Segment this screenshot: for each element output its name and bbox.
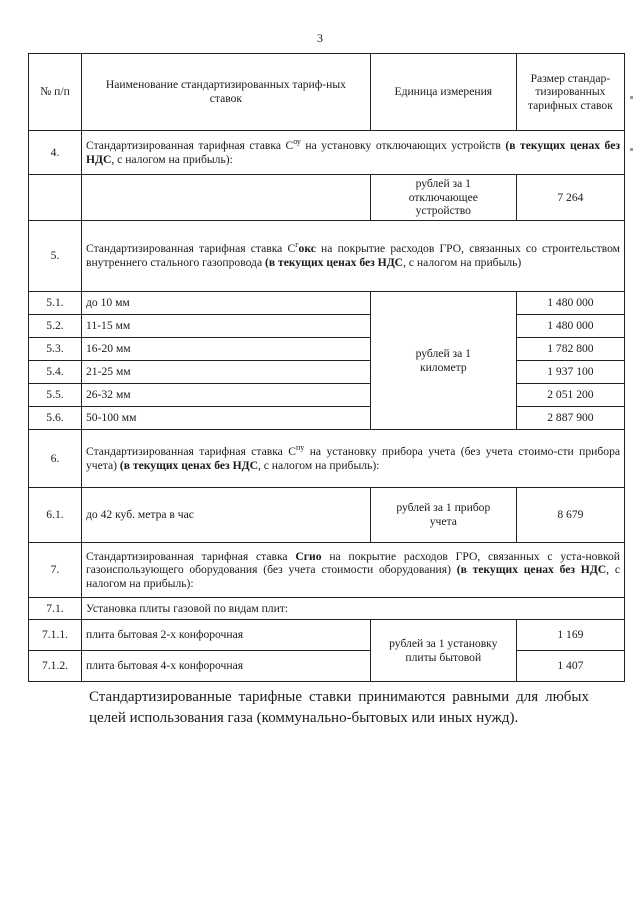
footer-note: Стандартизированные тарифные ставки принимаются равными для любых целей использования газа (коммунально-бытовых или иных нужд). — [89, 689, 589, 726]
row-4-title — [29, 131, 625, 175]
row-num: 6. — [29, 430, 82, 488]
row-7-title — [29, 543, 625, 598]
row-6-title — [29, 430, 625, 488]
table-row: 7.1.1. плита бытовая 2-х конфорочная рублей за 1 установку плиты бытовой 1 169 — [29, 620, 625, 651]
unit-cell: рублей за 1 отключающее устройство — [370, 175, 516, 221]
row-4-values — [29, 175, 625, 221]
table-row: 5.1. до 10 мм рублей за 1 километр 1 480 000 — [29, 292, 625, 315]
header-size: Размер стандар-тизированных тарифных ставок — [516, 54, 624, 131]
row-num: 7. — [29, 543, 82, 598]
row-4-description: Стандартизированная тарифная ставка $C^{оу}$ на установку отключающих устройств (в текущих ценах без НДС, с налогом на прибыль): — [82, 131, 625, 175]
value-cell: 7 264 — [516, 175, 624, 221]
row-6-description: Стандартизированная тарифная ставка $C^{пу}$ на установку прибора учета (без учета стоимо-сти прибора учета) (в текущих ценах без НДС, с налогом на прибыль): — [82, 430, 625, 488]
table-row: 5.5. 26-32 мм 2 051 200 — [29, 384, 625, 407]
header-name: Наименование стандартизированных тариф-ных ставок — [82, 54, 371, 131]
table-row: 6.1. до 42 куб. метра в час рублей за 1 прибор учета 8 679 — [29, 488, 625, 543]
row-5-description: Стандартизированная тарифная ставка $C^гокс$ на покрытие расходов ГРО, связанных со строительством внутреннего стального газопровода (в текущих ценах без НДС, с налогом на прибыль) — [82, 221, 625, 292]
table-row: 5.6. 50-100 мм 2 887 900 — [29, 407, 625, 430]
table-row: 7.1.2. плита бытовая 4-х конфорочная 1 407 — [29, 651, 625, 682]
value-cell: 8 679 — [516, 488, 624, 543]
row-num: 4. — [29, 131, 82, 175]
tariff-table — [28, 53, 625, 682]
row-7-description: Стандартизированная тарифная ставка Сгио на покрытие расходов ГРО, связанных с уста-новкой газоиспользующего оборудования (без учета стоимости оборудования) (в текущих ценах без НДС, с налогом на прибыль): — [82, 543, 625, 598]
unit-cell: рублей за 1 установку плиты бытовой — [370, 620, 516, 682]
scan-mark — [630, 148, 633, 151]
unit-cell: рублей за 1 прибор учета — [370, 488, 516, 543]
header-unit: Единица измерения — [370, 54, 516, 131]
header-num: № п/п — [29, 54, 82, 131]
table-row: 7.1. Установка плиты газовой по видам плит: — [29, 598, 625, 620]
table-row: 5.3. 16-20 мм 1 782 800 — [29, 338, 625, 361]
table-header-row — [29, 54, 625, 131]
table-row: 5.2. 11-15 мм 1 480 000 — [29, 315, 625, 338]
table-row: 5.4. 21-25 мм 1 937 100 — [29, 361, 625, 384]
page-number: 3 — [317, 31, 323, 45]
unit-cell: рублей за 1 километр — [370, 292, 516, 430]
scan-mark — [630, 96, 633, 99]
row-5-title — [29, 221, 625, 292]
row-num: 5. — [29, 221, 82, 292]
